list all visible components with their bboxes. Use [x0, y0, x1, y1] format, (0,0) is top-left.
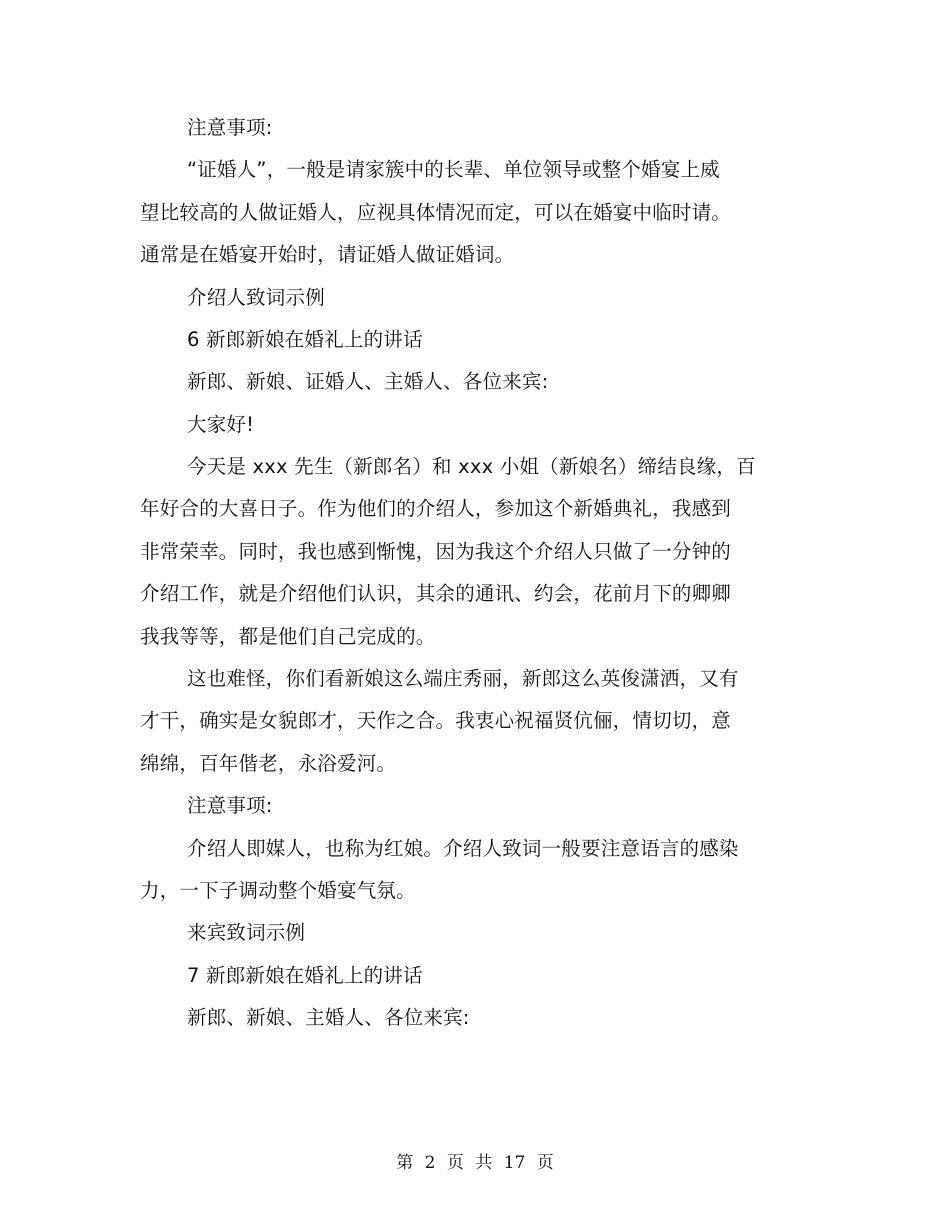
paragraph-line: 非常荣幸。同时，我也感到惭愧，因为我这个介绍人只做了一分钟的 — [140, 540, 732, 563]
paragraph-line: 才干，确实是女貌郎才，天作之合。我衷心祝福贤伉俪，情切切，意 — [140, 709, 732, 732]
paragraph-line: 我我等等，都是他们自己完成的。 — [140, 625, 436, 648]
salutation-line: 新郎、新娘、证婚人、主婚人、各位来宾: — [187, 370, 549, 393]
salutation-line: 新郎、新娘、主婚人、各位来宾: — [187, 1006, 470, 1029]
paragraph-line: 力，一下子调动整个婚宴气氛。 — [140, 879, 416, 902]
paragraph-line: 介绍人即媒人，也称为红娘。介绍人致词一般要注意语言的感染 — [187, 837, 739, 860]
paragraph-line: 这也难怪，你们看新娘这么端庄秀丽，新郎这么英俊潇洒，又有 — [187, 667, 739, 690]
speech-title-7: 7 新郎新娘在婚礼上的讲话 — [187, 964, 423, 987]
section-heading-introducer: 介绍人致词示例 — [187, 286, 325, 309]
paragraph-line: 望比较高的人做证婚人，应视具体情况而定，可以在婚宴中临时请。 — [140, 201, 732, 224]
paragraph-line: 今天是 xxx 先生（新郎名）和 xxx 小姐（新娘名）缔结良缘，百 — [187, 455, 756, 478]
paragraph-line: 介绍工作，就是介绍他们认识，其余的通讯、约会，花前月下的卿卿 — [140, 582, 732, 605]
paragraph-line: 年好合的大喜日子。作为他们的介绍人，参加这个新婚典礼，我感到 — [140, 497, 732, 520]
speech-title-6: 6 新郎新娘在婚礼上的讲话 — [187, 328, 423, 351]
section-heading-guest: 来宾致词示例 — [187, 921, 306, 944]
greeting-line: 大家好! — [187, 413, 255, 436]
page-number-footer: 第 2 页 共 17 页 — [396, 1153, 554, 1173]
note-heading-2: 注意事项: — [187, 794, 273, 817]
note-heading-1: 注意事项: — [187, 116, 273, 139]
paragraph-line: 绵绵，百年偕老，永浴爱河。 — [140, 752, 397, 775]
paragraph-line: “证婚人”，一般是请家簇中的长辈、单位领导或整个婚宴上威 — [187, 158, 720, 181]
paragraph-line: 通常是在婚宴开始时，请证婚人做证婚词。 — [140, 243, 515, 266]
